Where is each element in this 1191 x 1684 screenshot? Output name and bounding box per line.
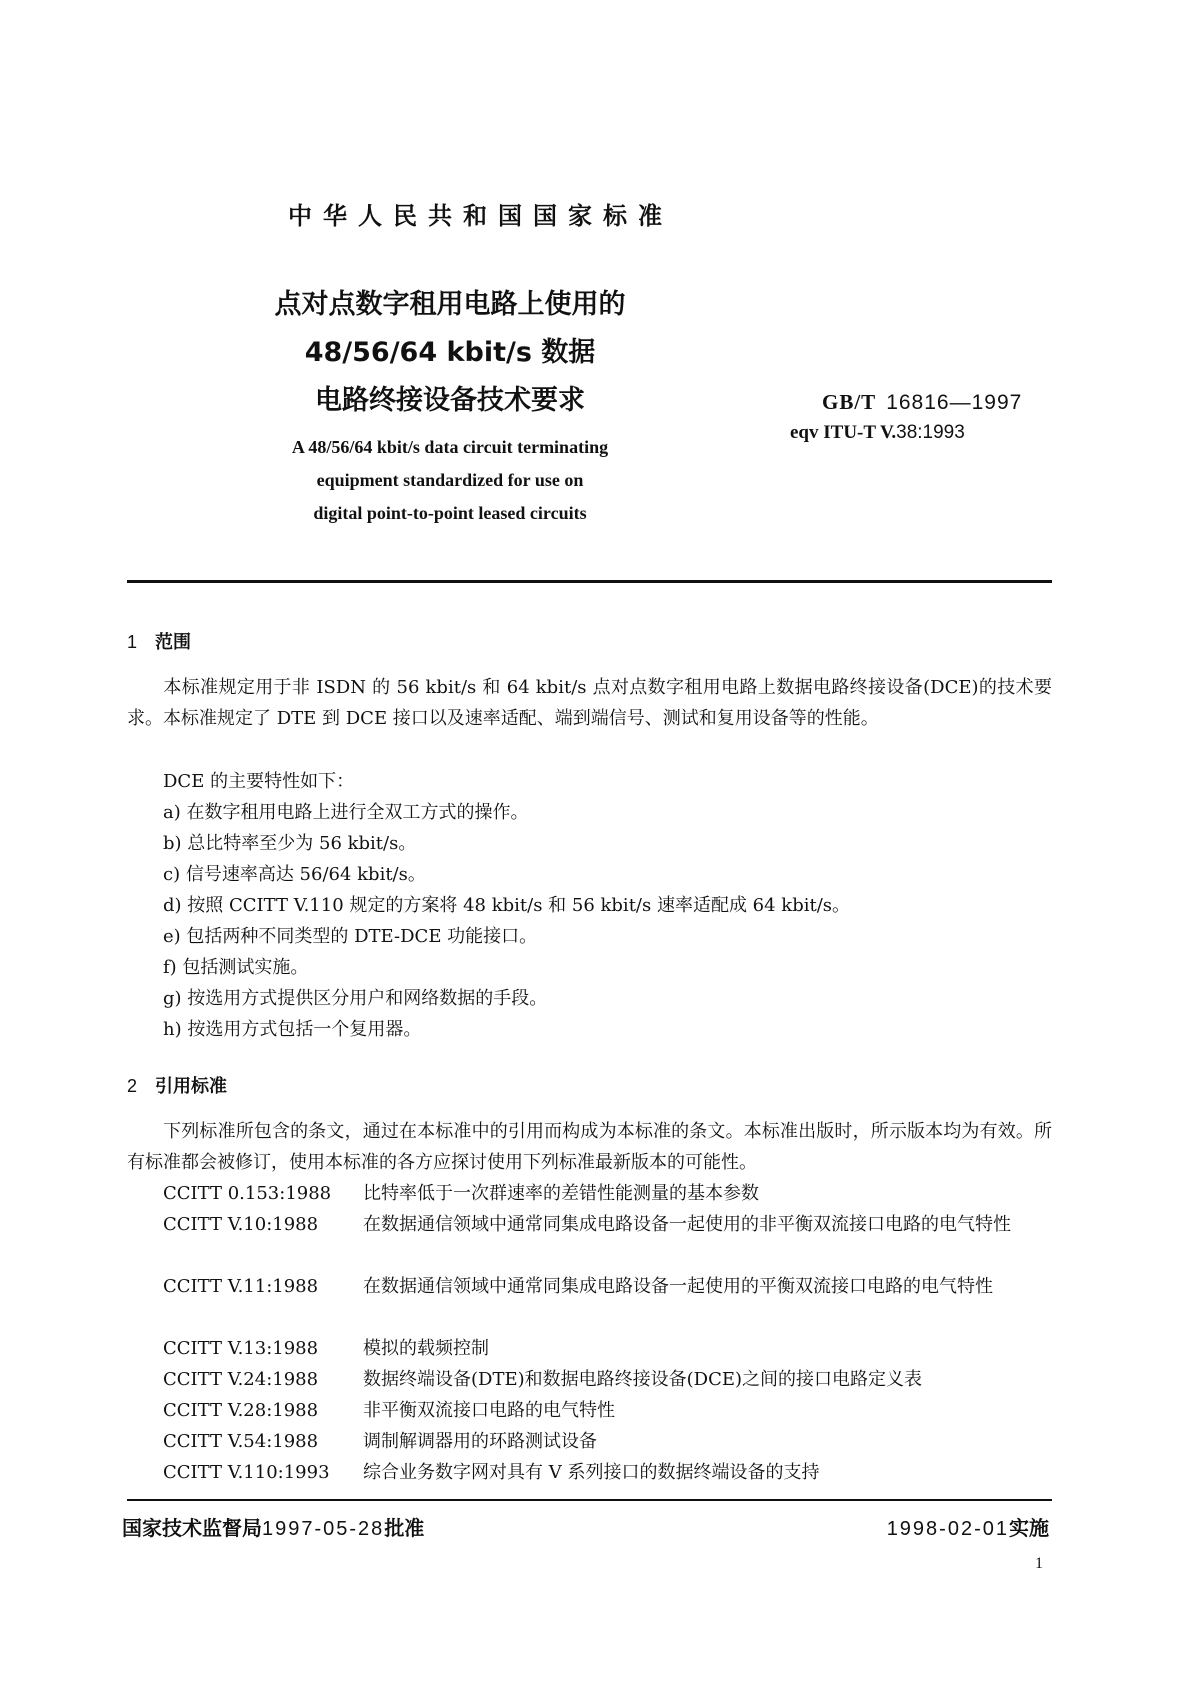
section-number: 2	[127, 1076, 138, 1096]
approval-suffix: 批准	[384, 1516, 425, 1540]
list-item: a) 在数字租用电路上进行全双工方式的操作。	[163, 802, 529, 823]
effective-line	[887, 1512, 1049, 1541]
page-number: 1	[1035, 1555, 1043, 1572]
title-line-1: 点对点数字租用电路上使用的	[274, 289, 626, 320]
reference-code: CCITT V.54:1988	[163, 1431, 319, 1452]
equivalence-code	[790, 422, 965, 444]
reference-title: 调制解调器用的环路测试设备	[363, 1431, 597, 1452]
list-item: b) 总比特率至少为 56 kbit/s。	[163, 833, 417, 854]
list-item: e) 包括两种不同类型的 DTE-DCE 功能接口。	[163, 926, 538, 947]
list-item: g) 按选用方式提供区分用户和网络数据的手段。	[163, 988, 548, 1009]
list-intro: DCE 的主要特性如下：	[163, 771, 355, 792]
national-standard-header: 中华人民共和国国家标准	[288, 202, 673, 230]
reference-title: 非平衡双流接口电路的电气特性	[363, 1400, 615, 1421]
equivalence-prefix: eqv ITU-T V.	[790, 422, 897, 443]
approval-line	[122, 1512, 424, 1541]
reference-title: 模拟的载频控制	[363, 1338, 489, 1359]
english-title-line-2: equipment standardized for use on	[316, 470, 584, 490]
reference-code: CCITT V.28:1988	[163, 1400, 319, 1421]
section-2-paragraph	[127, 1116, 1052, 1178]
standard-code-prefix: GB/T	[822, 390, 877, 414]
reference-row	[163, 1364, 1052, 1395]
reference-row	[163, 1457, 1052, 1488]
approval-date: 1997-05-28	[262, 1518, 385, 1540]
standard-code-number: 16816—1997	[886, 391, 1023, 414]
reference-row	[163, 1395, 1052, 1426]
approval-org: 国家技术监督局	[122, 1516, 262, 1540]
english-title-line-3: digital point-to-point leased circuits	[313, 503, 587, 523]
effective-date: 1998-02-01	[886, 1518, 1009, 1540]
header-divider	[127, 580, 1052, 583]
reference-row	[163, 1209, 1052, 1240]
section-title: 引用标准	[155, 1076, 228, 1097]
reference-code: CCITT V.24:1988	[163, 1369, 319, 1390]
reference-row	[163, 1271, 1052, 1302]
section-1-heading	[127, 628, 191, 654]
reference-title: 在数据通信领域中通常同集成电路设备一起使用的平衡双流接口电路的电气特性	[363, 1276, 993, 1297]
list-item: h) 按选用方式包括一个复用器。	[163, 1019, 422, 1040]
reference-row	[163, 1178, 1052, 1209]
reference-code: CCITT V.10:1988	[163, 1214, 319, 1235]
title-line-2: 48/56/64 kbit/s 数据	[304, 337, 596, 368]
reference-code: CCITT V.13:1988	[163, 1338, 319, 1359]
section-1-paragraph	[127, 672, 1052, 734]
reference-code: CCITT 0.153:1988	[163, 1183, 332, 1204]
equivalence-number: 38:1993	[896, 422, 965, 443]
english-title-line-1: A 48/56/64 kbit/s data circuit terminating	[291, 437, 609, 457]
paragraph-text: 下列标准所包含的条文，通过在本标准中的引用而构成为本标准的条文。本标准出版时，所示版本均为有效。所有标准都会被修订，使用本标准的各方应探讨使用下列标准最新版本的可能性。	[127, 1121, 1052, 1173]
reference-row	[163, 1333, 1052, 1364]
standard-code	[822, 390, 1022, 415]
section-title: 范围	[155, 632, 192, 653]
reference-title: 在数据通信领域中通常同集成电路设备一起使用的非平衡双流接口电路的电气特性	[363, 1214, 1011, 1235]
reference-code: CCITT V.11:1988	[163, 1276, 319, 1297]
reference-title: 综合业务数字网对具有 V 系列接口的数据终端设备的支持	[363, 1462, 820, 1483]
section-number: 1	[127, 632, 138, 652]
reference-title: 比特率低于一次群速率的差错性能测量的基本参数	[363, 1183, 759, 1204]
list-item: c) 信号速率高达 56/64 kbit/s。	[163, 864, 426, 885]
list-item: f) 包括测试实施。	[163, 957, 309, 978]
list-item: d) 按照 CCITT V.110 规定的方案将 48 kbit/s 和 56 kbit/s 速率适配成 64 kbit/s。	[163, 895, 851, 916]
reference-code: CCITT V.110:1993	[163, 1462, 330, 1483]
footer-divider	[127, 1499, 1052, 1501]
paragraph-text: 本标准规定用于非 ISDN 的 56 kbit/s 和 64 kbit/s 点对点数字租用电路上数据电路终接设备(DCE)的技术要求。本标准规定了 DTE 到 DCE 接口以及速率适配、端到端信号、测试和复用设备等的性能。	[127, 677, 1052, 729]
reference-title: 数据终端设备(DTE)和数据电路终接设备(DCE)之间的接口电路定义表	[363, 1369, 923, 1390]
effective-suffix: 实施	[1009, 1516, 1049, 1540]
reference-row	[163, 1426, 1052, 1457]
section-2-heading	[127, 1072, 227, 1098]
title-line-3: 电路终接设备技术要求	[315, 385, 585, 416]
